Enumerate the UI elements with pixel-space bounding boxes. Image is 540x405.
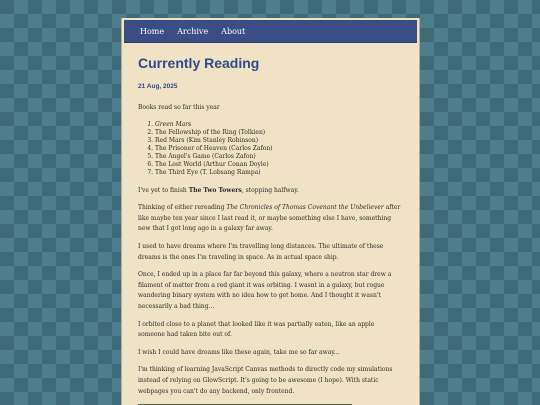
reread-suffix: after like maybe ten year since I last read it, or maybe something else I have, something new that I got long ago in a galaxy far away. xyxy=(138,204,401,233)
paragraph-wish: I wish I could have dreams like these again, take me so far away... xyxy=(138,348,340,356)
paragraph-planet: I orbited close to a planet that looked like it was partially eaten, like an apple someone had taken bite out of. xyxy=(138,320,375,339)
post-content xyxy=(122,55,419,405)
list-item: 6. The Lost World (Arthur Conan Doyle) xyxy=(155,161,403,169)
post-title: Currently Reading xyxy=(138,55,260,71)
book-list xyxy=(138,121,403,177)
list-item: 1. Green Mars xyxy=(155,121,403,129)
finish-book: The Two Towers xyxy=(188,186,242,194)
paragraph-neutron-star: Once, I ended up in a place far far beyond this galaxy, where a neutron star drew a filament of matter from a red giant it was orbiting. I wasnt in a galaxy, but rogue wandering binary system with no idea how to get home. And I thought it wasn't necessarily a bad thing... xyxy=(138,271,392,310)
list-item: 5. The Angel's Game (Carlos Zafon) xyxy=(155,153,403,161)
paragraph-javascript: I'm thinking of learning JavaScript Canvas methods to directly code my simulations instead of relying on GlowScript. It's going to be awesome (I hope). With static webpages you can't do any backend, only frontend. xyxy=(138,366,393,395)
intro-text: Books read so far this year xyxy=(138,104,220,111)
finish-paragraph xyxy=(138,186,403,197)
finish-suffix: , stopping halfway. xyxy=(241,186,299,194)
reread-prefix: Thinking of either rereading xyxy=(138,204,227,212)
nav-home-link[interactable]: Home xyxy=(140,26,165,36)
list-item: 4. The Prisoner of Heaven (Carlos Zafon) xyxy=(155,145,403,153)
list-item: 3. Red Mars (Kim Stanley Robinson) xyxy=(155,137,403,145)
top-nav xyxy=(124,20,417,43)
nav-archive-link[interactable]: Archive xyxy=(177,26,209,36)
page-card xyxy=(121,18,420,405)
nav-about-link[interactable]: About xyxy=(221,26,246,36)
list-item: 2. The Fellowship of the Ring (Tolkien) xyxy=(155,129,403,137)
paragraph-dreams: I used to have dreams where I'm travelling long distances. The ultimate of these dreams is the ones I'm traveling in space. As in actual space ship. xyxy=(138,242,384,261)
reread-book: The Chronicles of Thomas Covenant the Unbeliever xyxy=(226,204,384,212)
finish-prefix: I've yet to finish xyxy=(138,186,189,194)
post-date: 21 Aug, 2025 xyxy=(138,83,178,90)
reread-paragraph xyxy=(138,203,403,235)
list-item: 7. The Third Eye (T. Lobsang Rampa) xyxy=(155,169,403,177)
